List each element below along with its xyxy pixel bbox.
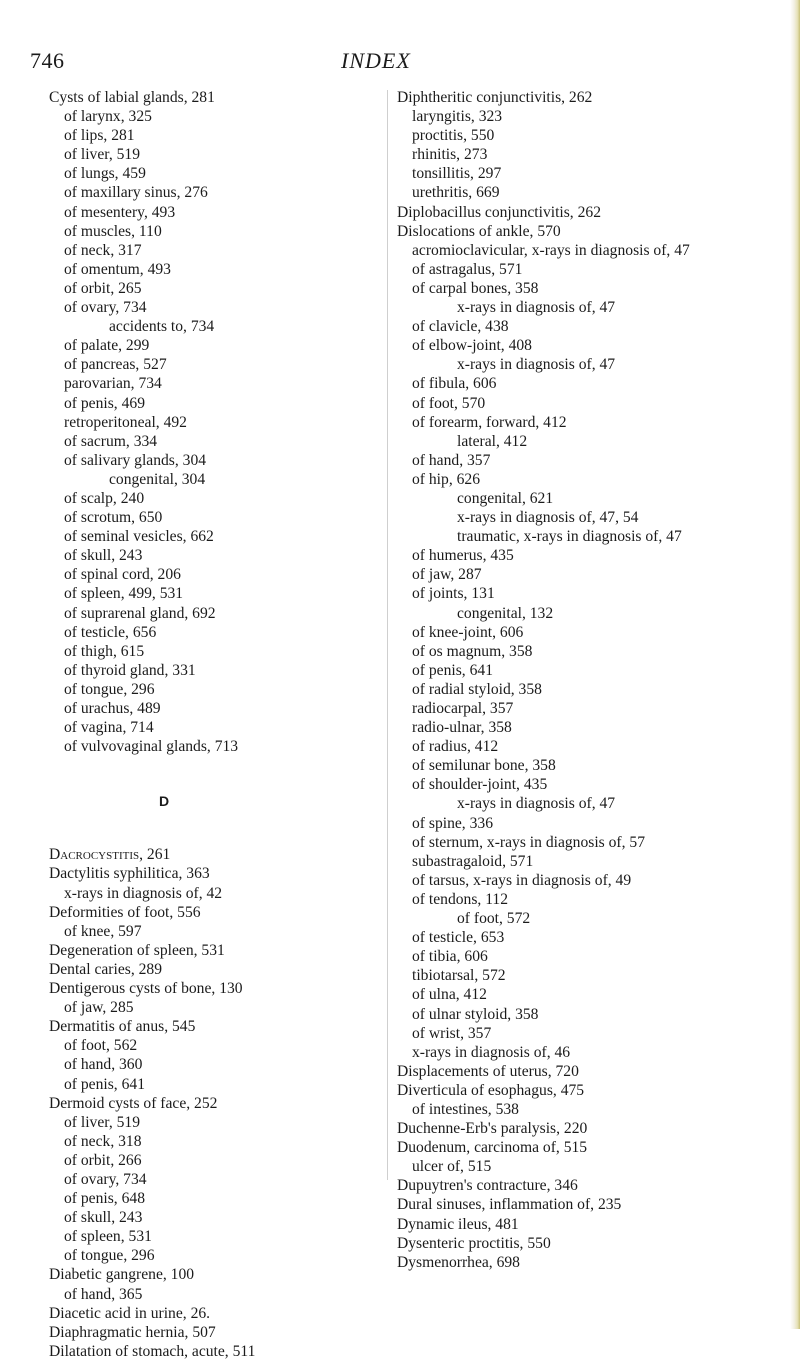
index-entry: x-rays in diagnosis of, 42 [64, 884, 223, 902]
index-entry: radiocarpal, 357 [412, 700, 514, 717]
index-entry: Cysts of labial glands, 281 [49, 89, 215, 106]
index-entry: Diplobacillus conjunctivitis, 262 [397, 203, 601, 221]
index-entry: of seminal vesicles, 662 [64, 528, 214, 546]
index-entry: of vulvovaginal glands, 713 [64, 738, 239, 756]
index-entry: of radius, 412 [412, 738, 499, 756]
index-entry: of humerus, 435 [412, 547, 514, 565]
index-entry: of spine, 336 [412, 814, 493, 832]
index-entry: Duodenum, carcinoma of, 515 [397, 1139, 588, 1157]
index-entry: parovarian, 734 [64, 375, 162, 393]
index-entry: of neck, 318 [64, 1132, 142, 1150]
index-entry: of orbit, 266 [64, 1151, 142, 1169]
index-entry: of palate, 299 [64, 337, 150, 355]
index-entry: Degeneration of spleen, 531 [49, 941, 225, 959]
index-entry: accidents to, 734 [109, 318, 215, 336]
index-entry: of hip, 626 [412, 470, 481, 488]
index-entry: Displacements of uterus, 720 [397, 1062, 579, 1080]
index-entry: of larynx, 325 [64, 108, 152, 126]
index-entry: Dynamic ileus, 481 [397, 1215, 519, 1233]
page-edge [790, 0, 800, 1329]
index-entry: of knee, 597 [64, 922, 142, 940]
index-entry: of skull, 243 [64, 547, 143, 565]
index-entry: of thyroid gland, 331 [64, 661, 196, 679]
index-entry: Dermatitis of anus, 545 [49, 1018, 196, 1036]
index-entry: of sternum, x-rays in diagnosis of, 57 [412, 833, 646, 851]
index-entry: of tendons, 112 [412, 890, 509, 908]
index-entry: Diphtheritic conjunctivitis, 262 [397, 89, 593, 106]
index-entry: of penis, 648 [64, 1190, 145, 1208]
index-entry: x-rays in diagnosis of, 47 [457, 795, 616, 813]
right-column [397, 88, 782, 1272]
index-entry: urethritis, 669 [412, 184, 500, 202]
index-entry: Dupuytren's contracture, 346 [397, 1177, 578, 1195]
index-entry: laryngitis, 323 [412, 108, 503, 126]
left-column [49, 88, 359, 1361]
index-entry: of skull, 243 [64, 1209, 143, 1227]
index-entry: of jaw, 287 [412, 566, 482, 584]
index-entry: of sacrum, 334 [64, 432, 158, 450]
index-entry: of scalp, 240 [64, 489, 145, 507]
section-letter: D [158, 793, 170, 810]
index-entry: rhinitis, 273 [412, 146, 488, 164]
index-entry: of foot, 572 [457, 910, 531, 928]
index-entry: of liver, 519 [64, 1113, 141, 1131]
index-entry: Diaphragmatic hernia, 507 [49, 1323, 216, 1341]
index-entry: Dural sinuses, inflammation of, 235 [397, 1196, 622, 1214]
index-entry: radio-ulnar, 358 [412, 719, 512, 737]
index-entry: proctitis, 550 [412, 127, 495, 145]
index-entry: lateral, 412 [457, 432, 528, 450]
index-entry: of testicle, 653 [412, 929, 505, 947]
index-entry: Duchenne-Erb's paralysis, 220 [397, 1120, 588, 1138]
index-entry: of lips, 281 [64, 127, 135, 145]
index-entry: tibiotarsal, 572 [412, 967, 506, 985]
index-entry: of omentum, 493 [64, 260, 171, 278]
index-entry: of vagina, 714 [64, 719, 154, 737]
index-entry: of liver, 519 [64, 146, 141, 164]
index-entry: Dilatation of stomach, acute, 511 [49, 1342, 256, 1360]
index-entry: of mesentery, 493 [64, 203, 176, 221]
index-entry: Dacrocystitis, 261 [49, 846, 171, 864]
index-entry: of carpal bones, 358 [412, 279, 539, 297]
index-entry: of shoulder-joint, 435 [412, 776, 548, 794]
index-entry: of intestines, 538 [412, 1100, 519, 1118]
index-entry: Diabetic gangrene, 100 [49, 1266, 195, 1284]
index-entry: of hand, 365 [64, 1285, 143, 1303]
index-entry: of spinal cord, 206 [64, 566, 181, 584]
index-entry: Dislocations of ankle, 570 [397, 222, 561, 240]
index-entry: Dermoid cysts of face, 252 [49, 1094, 218, 1112]
index-entry: congenital, 621 [457, 489, 554, 507]
index-entry: congenital, 304 [109, 470, 206, 488]
index-entry: congenital, 132 [457, 604, 554, 622]
index-entry: of astragalus, 571 [412, 260, 523, 278]
index-entry: of os magnum, 358 [412, 642, 533, 660]
index-entry: of hand, 360 [64, 1056, 143, 1074]
index-block-cysts [49, 88, 359, 756]
index-entry: of spleen, 499, 531 [64, 585, 184, 603]
index-entry: x-rays in diagnosis of, 47 [457, 356, 616, 374]
running-head: INDEX [341, 48, 411, 73]
index-entry: of ovary, 734 [64, 1170, 147, 1188]
index-entry: of ovary, 734 [64, 299, 147, 317]
index-entry: Dactylitis syphilitica, 363 [49, 865, 210, 883]
index-entry: of hand, 357 [412, 451, 491, 469]
index-entry: ulcer of, 515 [412, 1158, 492, 1176]
index-entry: of muscles, 110 [64, 222, 162, 240]
index-entry: Dysmenorrhea, 698 [397, 1253, 520, 1271]
index-entry: of radial styloid, 358 [412, 680, 542, 698]
index-entry: of spleen, 531 [64, 1228, 152, 1246]
index-entry: of salivary glands, 304 [64, 451, 207, 469]
index-entry: of jaw, 285 [64, 999, 134, 1017]
index-entry: of penis, 469 [64, 394, 145, 412]
page-number: 746 [30, 48, 65, 73]
index-entry: Diacetic acid in urine, 26. [49, 1304, 211, 1322]
index-entry: of orbit, 265 [64, 279, 142, 297]
index-entry: of scrotum, 650 [64, 509, 163, 527]
index-block-d [49, 845, 359, 1361]
index-entry: of maxillary sinus, 276 [64, 184, 208, 202]
index-entry: acromioclavicular, x-rays in diagnosis of, 47 [412, 241, 690, 259]
index-entry: of penis, 641 [64, 1075, 145, 1093]
index-entry: Deformities of foot, 556 [49, 903, 201, 921]
index-entry: subastragaloid, 571 [412, 852, 534, 870]
index-entry: of joints, 131 [412, 585, 495, 603]
index-entry: tonsillitis, 297 [412, 165, 502, 183]
index-entry: of neck, 317 [64, 241, 142, 259]
index-entry: of ulna, 412 [412, 986, 487, 1004]
index-entry: of forearm, forward, 412 [412, 413, 567, 431]
index-entry: of elbow-joint, 408 [412, 337, 532, 355]
index-entry: of knee-joint, 606 [412, 623, 524, 641]
index-entry: of tibia, 606 [412, 948, 488, 966]
index-entry: x-rays in diagnosis of, 47, 54 [457, 509, 639, 527]
index-entry: of semilunar bone, 358 [412, 757, 556, 775]
index-entry: of clavicle, 438 [412, 318, 509, 336]
index-entry: of thigh, 615 [64, 642, 145, 660]
index-entry: x-rays in diagnosis of, 47 [457, 299, 616, 317]
index-entry: Diverticula of esophagus, 475 [397, 1081, 585, 1099]
index-entry: of tongue, 296 [64, 1247, 155, 1265]
index-entry: of foot, 562 [64, 1037, 138, 1055]
index-entry: of lungs, 459 [64, 165, 146, 183]
index-entry: of suprarenal gland, 692 [64, 604, 216, 622]
index-entry: of testicle, 656 [64, 623, 157, 641]
index-entry: of fibula, 606 [412, 375, 497, 393]
index-entry: of penis, 641 [412, 661, 493, 679]
index-entry: of tarsus, x-rays in diagnosis of, 49 [412, 871, 632, 889]
index-entry: of urachus, 489 [64, 700, 161, 717]
index-entry: of wrist, 357 [412, 1024, 492, 1042]
index-entry: Dysenteric proctitis, 550 [397, 1234, 551, 1252]
index-entry: retroperitoneal, 492 [64, 413, 187, 431]
index-entry: of pancreas, 527 [64, 356, 167, 374]
index-entry: Dentigerous cysts of bone, 130 [49, 980, 243, 998]
index-entry: of tongue, 296 [64, 680, 155, 698]
index-entry: x-rays in diagnosis of, 46 [412, 1043, 571, 1061]
index-entry: traumatic, x-rays in diagnosis of, 47 [457, 528, 682, 546]
index-entry: Dental caries, 289 [49, 960, 163, 978]
index-entry: of ulnar styloid, 358 [412, 1005, 539, 1023]
index-entry: of foot, 570 [412, 394, 486, 412]
